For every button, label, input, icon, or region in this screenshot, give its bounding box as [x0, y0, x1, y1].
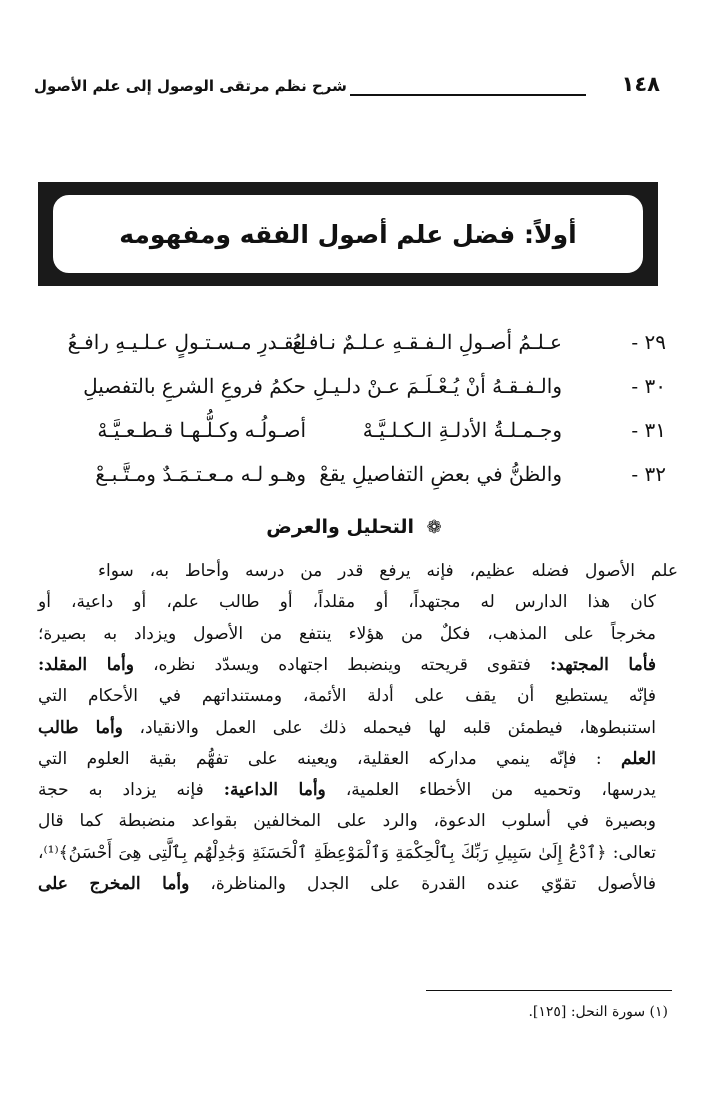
bold-term: وأما المخرج على — [38, 874, 190, 894]
text-run: تعالى: ﴿ٱدْعُ إِلَىٰ سَبِيلِ رَبِّكَ بِٱلْحِكْمَةِ وَٱلْمَوْعِظَةِ ٱلْحَسَنَةِ وَجَٰدِلْهُم بِٱلَّتِى هِىَ أَحْسَنُ﴾⁽¹⁾، — [38, 843, 656, 863]
verse-line — [36, 370, 666, 410]
text-run: فالأصول تقوّي عنده القدرة على الجدل والمناظرة، — [189, 874, 657, 894]
body-line — [38, 713, 656, 744]
text-run: استنبطوها، فيطمئن قلبه لها فيحمله ذلك على العمل والانقياد، — [122, 718, 656, 738]
verse-line — [36, 458, 666, 498]
verse-number: ٣٠ - — [631, 374, 666, 398]
verse-first-half: عـلـمُ أصـولِ الـفـقـهِ عـلـمٌ نـافـعُ — [292, 330, 562, 354]
verse-second-half: لـقـدرِ مـسـتـولٍ عـلـيـهِ رافـعُ — [67, 330, 306, 354]
section-title: التحليل والعرض — [266, 516, 415, 538]
text-run: مخرجاً على المذهب، فكلٌ من هؤلاء ينتفع من الأصول ويزداد به بصيرة؛ — [38, 624, 656, 644]
body-line — [38, 681, 656, 712]
bold-term: فأما المجتهد: — [549, 655, 656, 675]
body-line — [98, 556, 678, 587]
text-run: : فإنّه ينمي مداركه العقلية، ويعينه على تفهُّم بقية العلوم التي — [38, 749, 621, 769]
bold-term: وأما المقلد: — [38, 655, 134, 675]
body-line — [38, 775, 656, 806]
footnote-rule — [426, 990, 672, 991]
running-header — [28, 72, 660, 106]
body-line — [38, 650, 656, 681]
verse-line — [36, 414, 666, 454]
book-title: شرح نظم مرتقى الوصول إلى علم الأصول — [34, 77, 347, 95]
body-line — [38, 587, 656, 618]
verse-number: ٢٩ - — [631, 330, 666, 354]
heading-title: أولاً: فضل علم أصول الفقه ومفهومه — [119, 219, 577, 249]
footnote: (١) سورة النحل: [١٢٥]. — [528, 1004, 668, 1020]
verse-line — [36, 326, 666, 366]
bold-term: وأما الداعية: — [223, 780, 326, 800]
verse-number: ٣٢ - — [631, 462, 666, 486]
section-heading — [150, 516, 558, 538]
bold-term: وأما طالب — [38, 718, 123, 738]
bold-term: العلم — [620, 749, 656, 769]
text-run: فإنه يزداد به حجة — [38, 780, 224, 800]
text-run: فتقوى قريحته وينضبط اجتهاده ويسدّد نظره، — [133, 655, 550, 675]
verse-second-half: أصـولُـه وكـلُّـهـا قـطـعـيَّـهْ — [97, 418, 306, 442]
verse-first-half: والظنُّ في بعضِ التفاصيلِ يقعْ — [319, 462, 562, 486]
body-line — [38, 806, 656, 837]
body-line — [38, 744, 656, 775]
header-rule — [350, 94, 586, 96]
text-run: يدرسها، وتحميه من الأخطاء العلمية، — [325, 780, 656, 800]
verse-number: ٣١ - — [631, 418, 666, 442]
body-line — [38, 869, 656, 900]
text-run: كان هذا الدارس له مجتهداً، أو مقلداً، أو طالب علم، أو داعية، أو — [38, 592, 656, 612]
verse-second-half: وهـو لـه مـعـتـمَـدٌ ومـتَّـبـعْ — [95, 462, 306, 486]
ornament-icon: ❁ — [426, 517, 442, 538]
heading-box — [51, 193, 645, 275]
text-run: علم الأصول فضله عظيم، فإنه يرفع قدر من درسه وأحاط به، سواء — [98, 561, 678, 581]
body-line — [38, 619, 656, 650]
text-run: فإنّه يستطيع أن يقف على أدلة الأئمة، ومستنداتهم في الأحكام التي — [38, 686, 656, 706]
page-number: ١٤٨ — [621, 72, 660, 96]
text-run: وبصيرة في أسلوب الدعوة، والرد على المخالفين بقواعد منضبطة كما قال — [38, 811, 656, 831]
body-line — [38, 838, 656, 869]
verse-first-half: والـفـقـهُ أنْ يُـعْـلَـمَ عـنْ دلـيـلِ — [312, 374, 562, 398]
verse-second-half: حكمُ فروعِ الشرعِ بالتفصيلِ — [83, 374, 306, 398]
verse-first-half: وجـمـلـةُ الأدلـةِ الـكـلـيَّـهْ — [362, 418, 562, 442]
